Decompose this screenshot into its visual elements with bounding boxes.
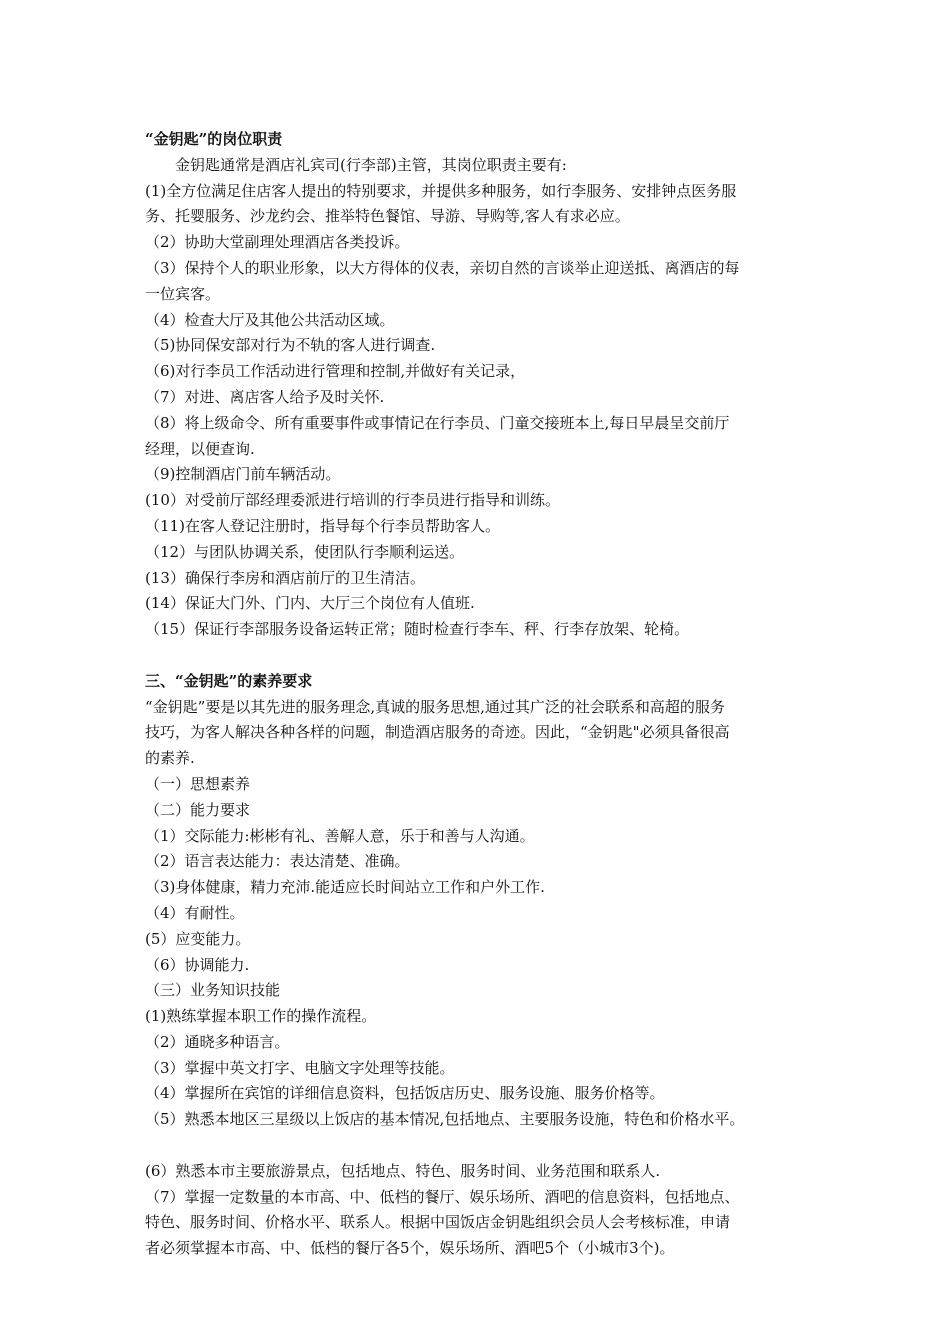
duties-line: （15）保证行李部服务设备运转正常；随时检查行李车、秤、行李存放架、轮椅。	[145, 620, 690, 639]
qualities-line: （三）业务知识技能	[145, 981, 281, 1000]
duties-line: （4）检查大厅及其他公共活动区域。	[145, 310, 395, 329]
qualities-line: （3)身体健康，精力充沛.能适应长时间站立工作和户外工作.	[145, 878, 545, 897]
qualities-line: 技巧，为客人解决各种各样的问题，制造酒店服务的奇迹。因此，“金钥匙"必须具备很高	[145, 723, 730, 742]
duties-line: (14）保证大门外、门内、大厅三个岗位有人值班.	[145, 594, 475, 613]
qualities-line: 者必须掌握本市高、中、低档的餐厅各5个，娱乐场所、酒吧5个（小城市3个)。	[145, 1239, 675, 1258]
qualities-line: （2）通晓多种语言。	[145, 1032, 290, 1051]
qualities-line: (1)熟练掌握本职工作的操作流程。	[145, 1007, 377, 1026]
duties-line: （6)对行李员工作活动进行管理和控制,并做好有关记录，	[145, 362, 526, 381]
qualities-line: 特色、服务时间、价格水平、联系人。根据中国饭店金钥匙组织会员人会考核标准，申请	[145, 1213, 731, 1232]
duties-line: （9)控制酒店门前车辆活动。	[145, 465, 341, 484]
section-title-duties: “金钥匙”的岗位职责	[145, 130, 283, 148]
duties-list	[145, 179, 825, 643]
qualities-list	[145, 695, 825, 1134]
duties-intro: 金钥匙通常是酒店礼宾司(行李部)主管，其岗位职责主要有:	[175, 155, 567, 174]
qualities-line: 的素养.	[145, 749, 195, 768]
duties-line: （7）对进、离店客人给予及时关怀.	[145, 387, 385, 406]
duties-line: （3）保持个人的职业形象，以大方得体的仪表，亲切自然的言谈举止迎送抵、离酒店的每	[145, 258, 740, 277]
duties-line: (10）对受前厅部经理委派进行培训的行李员进行指导和训练。	[145, 491, 560, 510]
qualities-line: （4）有耐性。	[145, 903, 245, 922]
qualities-list-continued	[145, 1159, 825, 1262]
qualities-line: （4）掌握所在宾馆的详细信息资料，包括饭店历史、服务设施、服务价格等。	[145, 1084, 665, 1103]
document-page	[145, 127, 825, 1262]
qualities-line: （1）交际能力:彬彬有礼、善解人意，乐于和善与人沟通。	[145, 826, 535, 845]
qualities-line: （2）语言表达能力：表达清楚、准确。	[145, 852, 410, 871]
qualities-line: （二）能力要求	[145, 800, 251, 819]
qualities-line: “金钥匙”要是以其先进的服务理念,真诚的服务思想,通过其广泛的社会联系和高超的服务	[145, 697, 725, 716]
qualities-line: （5）熟悉本地区三星级以上饭店的基本情况,包括地点、主要服务设施，特色和价格水平。	[145, 1110, 745, 1129]
duties-line: （2）协助大堂副理处理酒店各类投诉。	[145, 233, 410, 252]
qualities-line: （一）思想素养	[145, 774, 251, 793]
qualities-line: （3）掌握中英文打字、电脑文字处理等技能。	[145, 1058, 455, 1077]
duties-line: (13）确保行李房和酒店前厅的卫生清洁。	[145, 568, 425, 587]
duties-line: 务、托婴服务、沙龙约会、推举特色餐馆、导游、导购等,客人有求必应。	[145, 207, 630, 226]
duties-line: （8）将上级命令、所有重要事件或事情记在行李员、门童交接班本上,每日早晨呈交前厅	[145, 413, 730, 432]
qualities-line: (5）应变能力。	[145, 929, 251, 948]
qualities-line: （7）掌握一定数量的本市高、中、低档的餐厅、娱乐场所、酒吧的信息资料，包括地点、	[145, 1187, 740, 1206]
duties-line: （12）与团队协调关系，使团队行李顺利运送。	[145, 542, 465, 561]
qualities-line: (6）熟悉本市主要旅游景点，包括地点、特色、服务时间、业务范围和联系人.	[145, 1161, 661, 1180]
duties-line: （5)协同保安部对行为不轨的客人进行调查.	[145, 336, 436, 355]
duties-line: 经理，以便查询.	[145, 439, 255, 458]
duties-line: (1)全方位满足住店客人提出的特别要求，并提供多种服务，如行李服务、安排钟点医务服	[145, 181, 737, 200]
paragraph-gap	[145, 643, 825, 669]
section-title-qualities: 三、“金钥匙”的素养要求	[145, 671, 313, 690]
duties-line: 一位宾客。	[145, 284, 221, 303]
paragraph-gap	[145, 1133, 825, 1159]
qualities-line: （6）协调能力.	[145, 955, 250, 974]
duties-line: （11)在客人登记注册时，指导每个行李员帮助客人。	[145, 516, 500, 535]
